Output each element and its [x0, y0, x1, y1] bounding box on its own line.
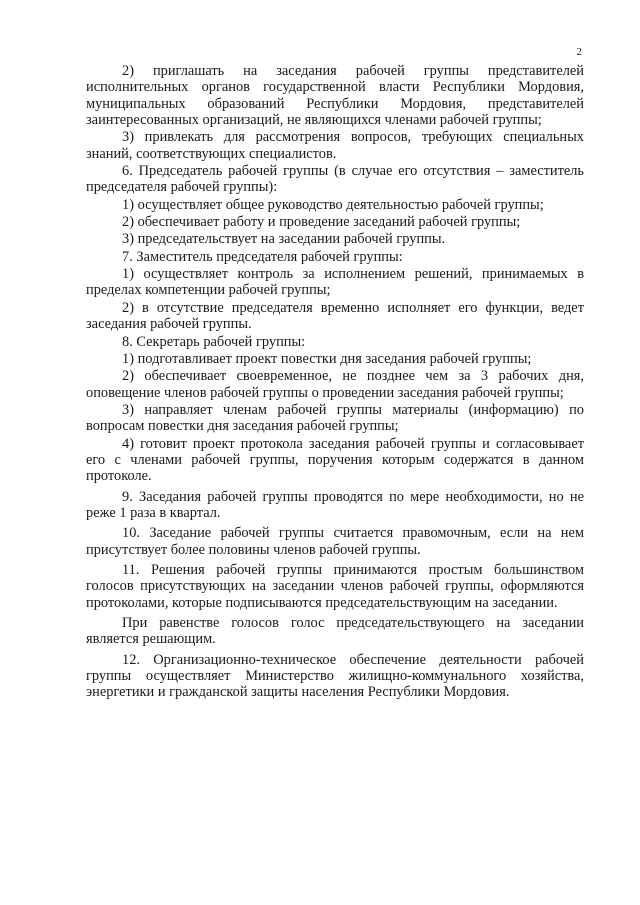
paragraph: 8. Секретарь рабочей группы:: [122, 333, 306, 350]
paragraph: 2) обеспечивает своевременное, не позднее чем за 3 рабочих дня, оповещение членов рабочей группы о проведении заседания рабочей группы;: [86, 368, 584, 401]
paragraph: 6. Председатель рабочей группы (в случае его отсутствия – заместитель председателя рабочей группы):: [86, 163, 584, 196]
paragraph: 12. Организационно-техническое обеспечение деятельности рабочей группы осуществляет Министерство жилищно-коммунального хозяйства, энергетики и гражданской защиты населения Республики Мордовия.: [86, 651, 584, 701]
paragraph: При равенстве голосов голос председательствующего на заседании является решающим.: [86, 615, 584, 648]
paragraph: 1) осуществляет контроль за исполнением решений, принимаемых в пределах компетенции рабочей группы;: [86, 266, 584, 299]
paragraph: 9. Заседания рабочей группы проводятся по мере необходимости, но не реже 1 раза в квартал.: [86, 488, 584, 521]
paragraph: 3) председательствует на заседании рабочей группы.: [122, 231, 446, 248]
paragraph: 1) подготавливает проект повестки дня заседания рабочей группы;: [122, 350, 532, 367]
page-number: 2: [576, 46, 582, 58]
paragraph: 2) приглашать на заседания рабочей группы представителей исполнительных органов государственной власти Республики Мордовия, муниципальных образований Республики Мордовия, представителей заинтересованных организаций, не являющихся членами рабочей группы;: [86, 63, 584, 129]
paragraph: 2) в отсутствие председателя временно исполняет его функции, ведет заседания рабочей группы.: [86, 299, 584, 333]
paragraph: 1) осуществляет общее руководство деятельностью рабочей группы;: [122, 196, 544, 213]
paragraph: 11. Решения рабочей группы принимаются простым большинством голосов присутствующих на заседании членов рабочей группы, оформляются протоколами, которые подписываются председательствующим на заседании.: [86, 561, 584, 611]
paragraph: 3) привлекать для рассмотрения вопросов, требующих специальных знаний, соответствующих специалистов.: [86, 129, 584, 162]
paragraph: 2) обеспечивает работу и проведение заседаний рабочей группы;: [122, 214, 521, 231]
paragraph: 4) готовит проект протокола заседания рабочей группы и согласовывает его с членами рабочей группы, поручения которым содержатся в данном протоколе.: [86, 435, 584, 485]
paragraph: 10. Заседание рабочей группы считается правомочным, если на нем присутствует более половины членов рабочей группы.: [86, 525, 584, 558]
paragraph: 7. Заместитель председателя рабочей группы:: [122, 248, 403, 265]
document-text: [86, 63, 584, 702]
paragraph: 3) направляет членам рабочей группы материалы (информацию) по вопросам повестки дня заседания рабочей группы;: [86, 401, 584, 435]
